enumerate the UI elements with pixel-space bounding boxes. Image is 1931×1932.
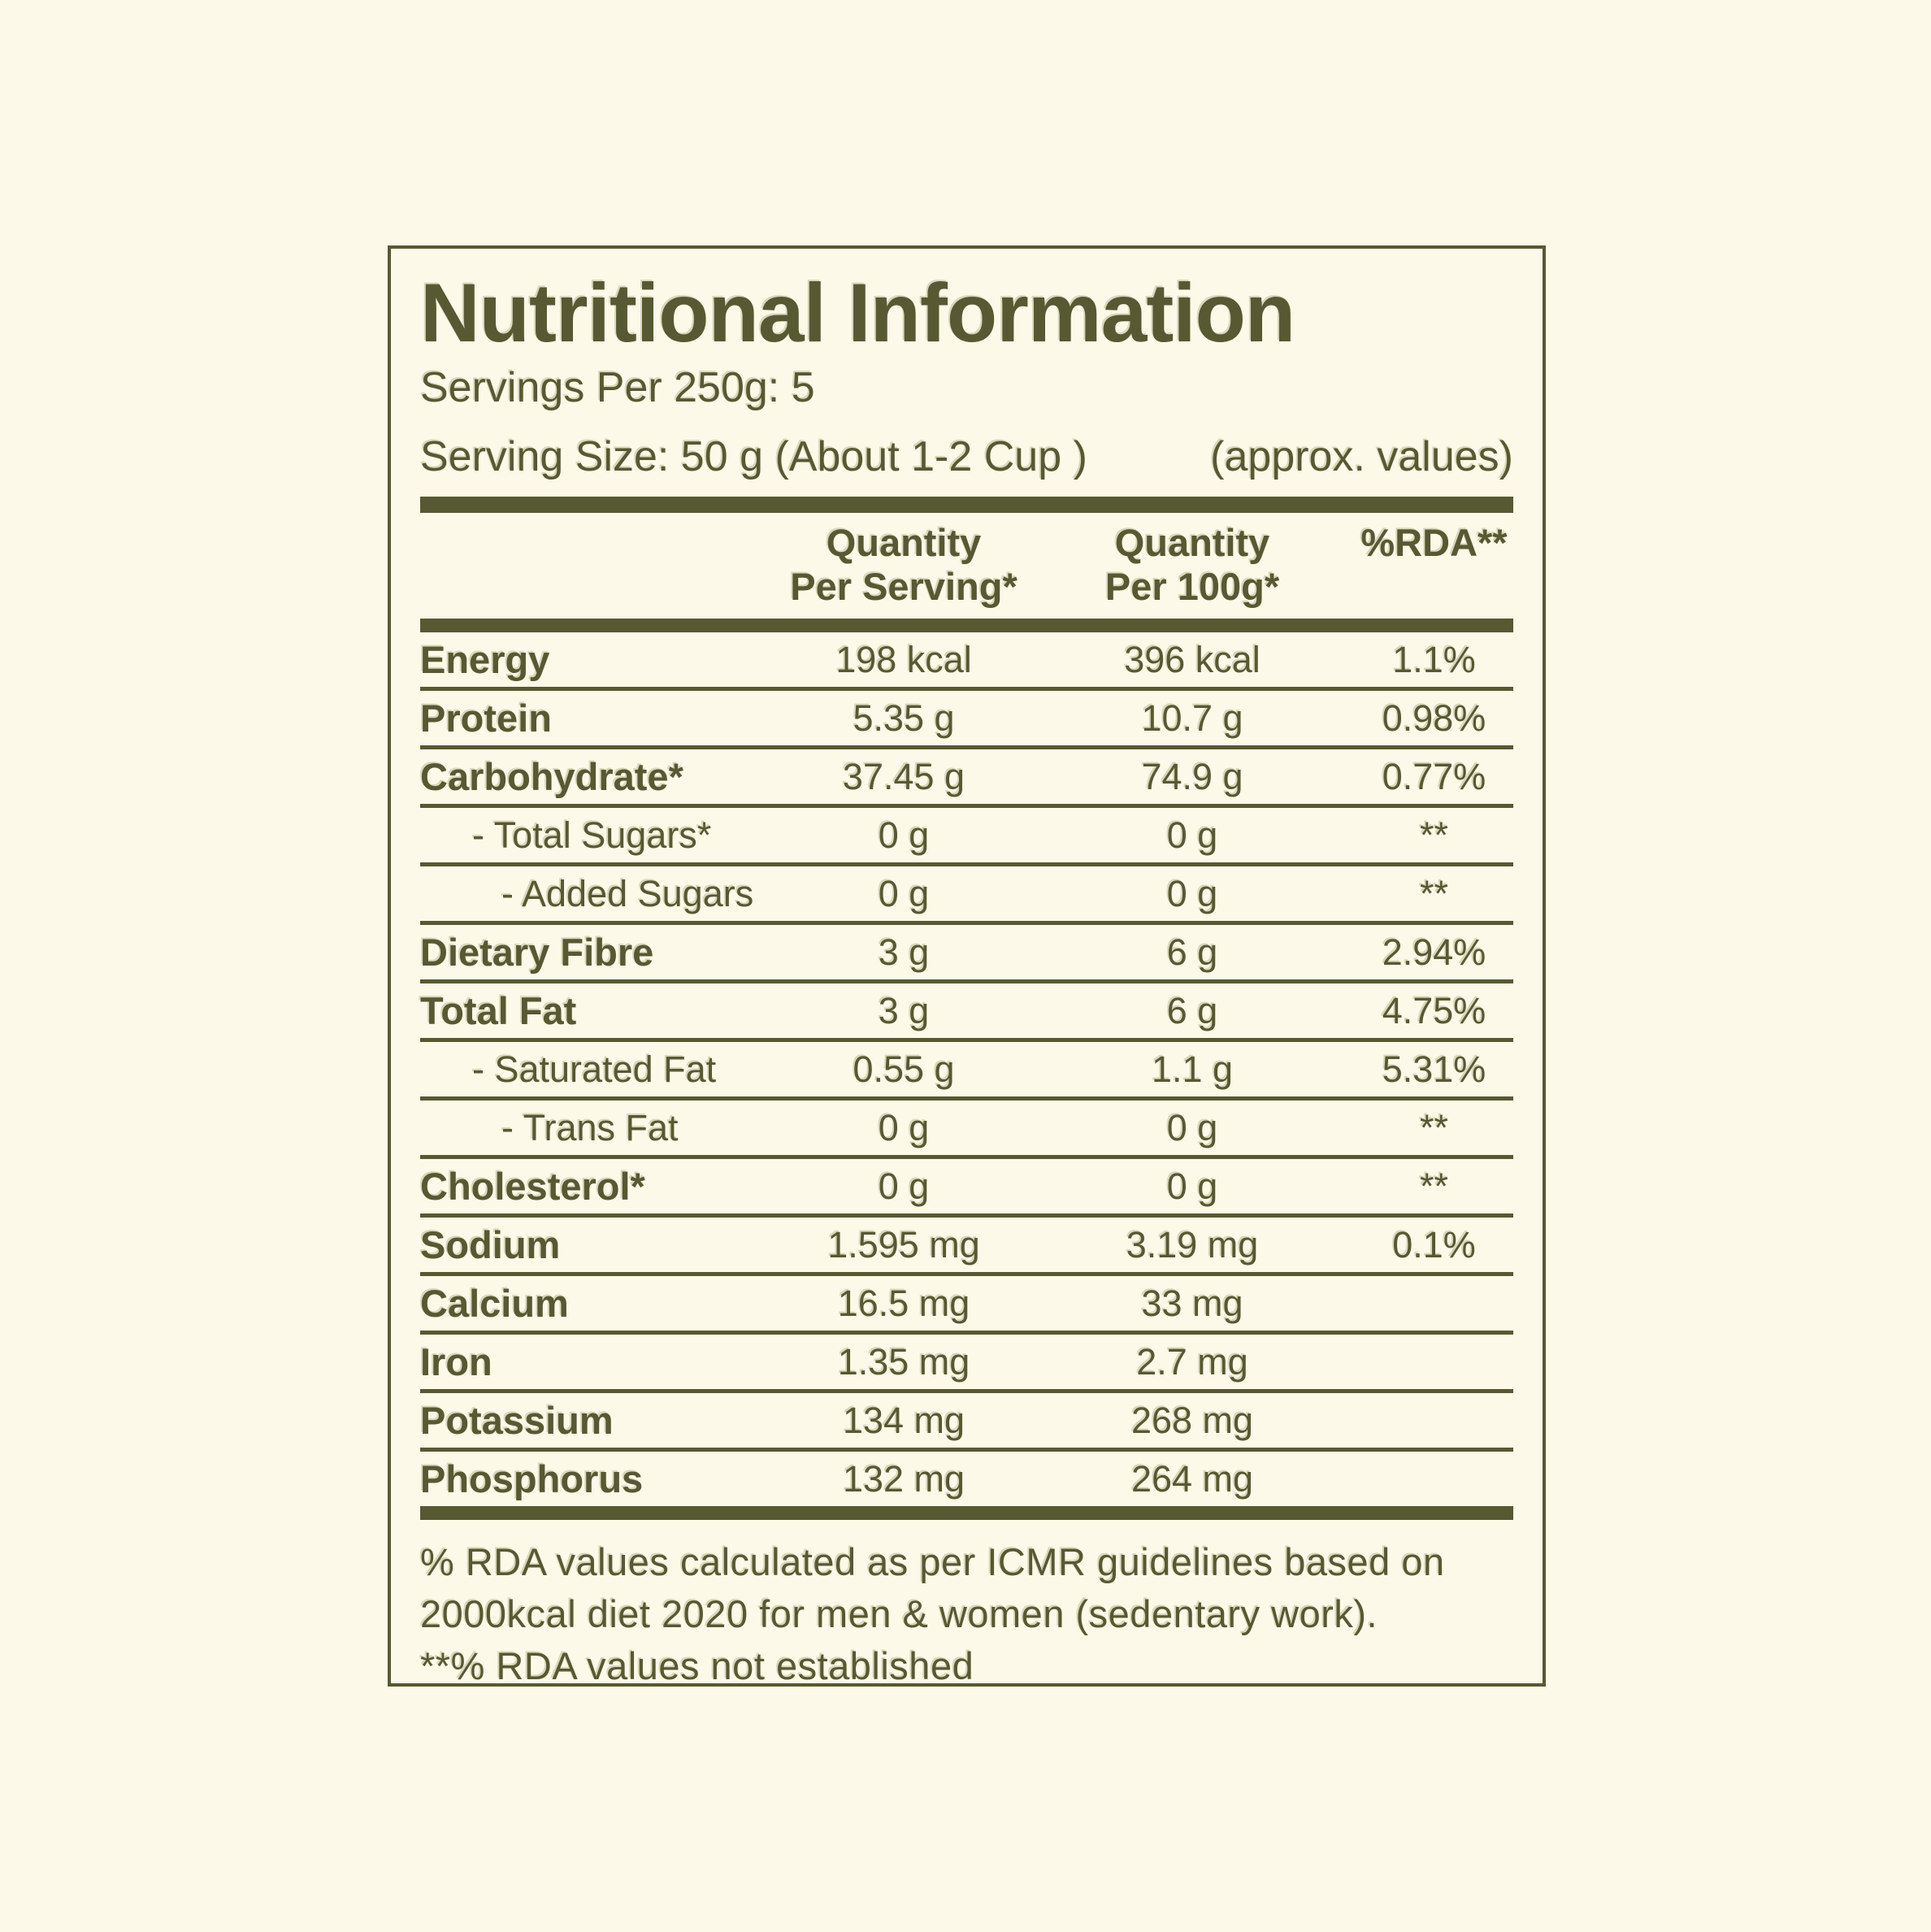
qty-per-100g: 33 mg bbox=[1141, 1282, 1243, 1324]
qty-per-serving: 198 kcal bbox=[835, 638, 972, 680]
rda-value: ** bbox=[1419, 1106, 1449, 1148]
table-row bbox=[420, 1335, 1513, 1393]
qty-per-serving: 0 g bbox=[878, 1165, 930, 1207]
rda-value: 4.75% bbox=[1382, 989, 1486, 1031]
qty-per-serving: 1.35 mg bbox=[837, 1340, 970, 1383]
table-header-row bbox=[420, 513, 1513, 619]
header-spacer bbox=[420, 521, 778, 609]
divider-thick-header bbox=[420, 619, 1513, 632]
table-row bbox=[420, 632, 1513, 691]
qty-per-serving: 3 g bbox=[878, 931, 930, 973]
qty-per-serving: 0 g bbox=[878, 872, 930, 914]
qty-per-serving: 1.595 mg bbox=[827, 1223, 980, 1266]
column-header-per-serving bbox=[778, 521, 1030, 609]
row-label: Iron bbox=[420, 1339, 493, 1383]
rda-value: 2.94% bbox=[1382, 931, 1486, 973]
table-row bbox=[420, 1101, 1513, 1159]
rda-value bbox=[1355, 1474, 1513, 1485]
column-header-line: %RDA** bbox=[1360, 521, 1508, 565]
nutrition-label bbox=[388, 245, 1546, 1687]
rda-value: 5.31% bbox=[1382, 1048, 1486, 1090]
footnote-line: % RDA values calculated as per ICMR guidelines based on bbox=[420, 1540, 1445, 1584]
footnote-line: **% RDA values not established bbox=[420, 1644, 974, 1687]
qty-per-serving: 5.35 g bbox=[853, 697, 955, 739]
table-row bbox=[420, 866, 1513, 925]
qty-per-serving: 0 g bbox=[878, 814, 930, 856]
row-label: - Saturated Fat bbox=[472, 1048, 717, 1090]
rda-value: 0.77% bbox=[1382, 755, 1486, 797]
qty-per-serving: 16.5 mg bbox=[837, 1282, 970, 1324]
table-row bbox=[420, 1393, 1513, 1452]
column-header-line: Quantity bbox=[1114, 521, 1270, 565]
divider-thick-top bbox=[420, 497, 1513, 513]
qty-per-100g: 74.9 g bbox=[1141, 755, 1243, 797]
table-row bbox=[420, 983, 1513, 1042]
rda-value bbox=[1355, 1357, 1513, 1368]
qty-per-100g: 0 g bbox=[1166, 814, 1218, 856]
row-label: Total Fat bbox=[420, 988, 577, 1032]
qty-per-100g: 0 g bbox=[1166, 1165, 1218, 1207]
rda-value: ** bbox=[1419, 872, 1449, 914]
table-row bbox=[420, 1159, 1513, 1218]
qty-per-100g: 0 g bbox=[1166, 872, 1218, 914]
table-row bbox=[420, 808, 1513, 866]
row-label: - Trans Fat bbox=[501, 1106, 679, 1148]
rda-value: 0.98% bbox=[1382, 697, 1486, 739]
column-header-line: Per 100g* bbox=[1104, 565, 1280, 609]
row-label: Calcium bbox=[420, 1281, 569, 1325]
row-label: Dietary Fibre bbox=[420, 930, 654, 974]
column-header-rda bbox=[1355, 521, 1513, 609]
table-body bbox=[420, 632, 1513, 1506]
rda-value: ** bbox=[1419, 1165, 1449, 1207]
qty-per-serving: 132 mg bbox=[842, 1457, 966, 1500]
page-title: Nutritional Information bbox=[420, 267, 1295, 359]
qty-per-100g: 3.19 mg bbox=[1126, 1223, 1259, 1266]
serving-size-row bbox=[420, 431, 1513, 484]
column-header-per-100g bbox=[1030, 521, 1355, 609]
qty-per-serving: 134 mg bbox=[842, 1399, 966, 1441]
column-header-line: Quantity bbox=[826, 521, 982, 565]
table-row bbox=[420, 1276, 1513, 1335]
row-label: Energy bbox=[420, 637, 550, 681]
rda-value bbox=[1355, 1415, 1513, 1426]
rda-value: 0.1% bbox=[1392, 1223, 1476, 1266]
row-label: Cholesterol* bbox=[420, 1164, 645, 1208]
table-row bbox=[420, 1218, 1513, 1276]
divider-thick-bottom bbox=[420, 1506, 1513, 1520]
row-label: Phosphorus bbox=[420, 1457, 644, 1500]
row-label: Protein bbox=[420, 696, 552, 740]
rda-value bbox=[1355, 1298, 1513, 1309]
rda-value: ** bbox=[1419, 814, 1449, 856]
column-header-line: Per Serving* bbox=[790, 565, 1018, 609]
row-label: Carbohydrate* bbox=[420, 754, 683, 798]
serving-size: Serving Size: 50 g (About 1-2 Cup ) bbox=[420, 433, 1087, 481]
qty-per-serving: 3 g bbox=[878, 989, 930, 1031]
table-row bbox=[420, 925, 1513, 983]
qty-per-100g: 2.7 mg bbox=[1136, 1340, 1248, 1383]
servings-per-pack: Servings Per 250g: 5 bbox=[420, 364, 815, 412]
footnote-line: 2000kcal diet 2020 for men & women (sedentary work). bbox=[420, 1592, 1378, 1636]
footnotes bbox=[420, 1536, 1513, 1687]
row-label: Potassium bbox=[420, 1398, 614, 1442]
rda-value: 1.1% bbox=[1392, 638, 1476, 680]
row-label: Sodium bbox=[420, 1222, 561, 1266]
row-label: - Total Sugars* bbox=[472, 814, 712, 856]
table-row bbox=[420, 691, 1513, 749]
table-row bbox=[420, 1452, 1513, 1506]
approx-values-note: (approx. values) bbox=[1210, 433, 1513, 481]
qty-per-100g: 264 mg bbox=[1130, 1457, 1254, 1500]
row-label: - Added Sugars bbox=[501, 872, 754, 914]
qty-per-100g: 10.7 g bbox=[1141, 697, 1243, 739]
qty-per-serving: 0 g bbox=[878, 1106, 930, 1148]
qty-per-100g: 268 mg bbox=[1130, 1399, 1254, 1441]
qty-per-100g: 0 g bbox=[1166, 1106, 1218, 1148]
qty-per-100g: 1.1 g bbox=[1151, 1048, 1234, 1090]
qty-per-100g: 6 g bbox=[1166, 989, 1218, 1031]
qty-per-serving: 0.55 g bbox=[853, 1048, 955, 1090]
table-row bbox=[420, 749, 1513, 808]
qty-per-100g: 396 kcal bbox=[1124, 638, 1261, 680]
table-row bbox=[420, 1042, 1513, 1101]
qty-per-serving: 37.45 g bbox=[842, 755, 966, 797]
qty-per-100g: 6 g bbox=[1166, 931, 1218, 973]
